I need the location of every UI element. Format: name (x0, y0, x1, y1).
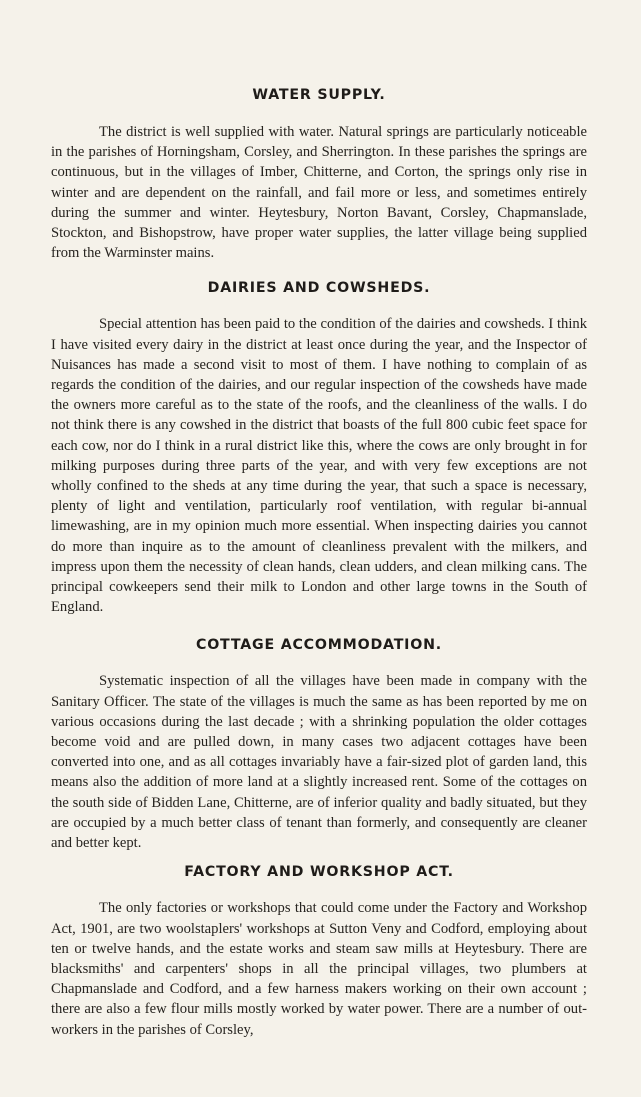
dairies-cowsheds-section (51, 277, 587, 617)
section-heading-dairies-cowsheds: DAIRIES AND COWSHEDS. (207, 280, 431, 297)
water-supply-section (51, 84, 587, 263)
water-supply-paragraph: The district is well supplied with water. Natural springs are particularly noticeable in the parishes of Horningsham, Corsley, and Sherrington. In these parishes the springs are continuous, but in the villages of Imber, Chitterne, and Corton, the springs only rise in winter and are dependent on the rainfall, and fail more or less, and sometimes entirely during the summer and winter. Heytesbury, Norton Bavant, Corsley, Chapmanslade, Stockton, and Bishopstrow, have proper water supplies, the latter village being supplied from the Warminster mains. (51, 124, 587, 262)
section-heading-cottage-accommodation: COTTAGE ACCOMMODATION. (195, 637, 442, 654)
section-heading-water-supply: WATER SUPPLY. (252, 87, 386, 103)
cottage-accommodation-paragraph: Systematic inspection of all the villages have been made in company with the Sanitary Officer. The state of the villages is much the same as has been reported by me on various occasions during the last decade ; with a shrinking population the older cottages become void and are pulled down, in many cases two adjacent cottages have been converted into one, and as all cottages invariably have a fair-sized plot of garden land, this means also the addition of more land at a slightly increased rent. Some of the cottages on the south side of Bidden Lane, Chitterne, are of inferior quality and badly situated, but they are occupied by a much better class of tenant than formerly, and consequently are cleaner and better kept. (51, 673, 587, 852)
factory-workshop-section (51, 861, 587, 1039)
factory-workshop-paragraph: The only factories or workshops that could come under the Factory and Workshop Act, 1901, are two woolstaplers' workshops at Sutton Veny and Codford, employing about ten or twelve hands, and the estate works and steam saw mills at Heytesbury. There are blacksmiths' and carpenters' shops in all the principal villages, two plumbers at Chapmanslade and Codford, and a few harness makers working on their own account ; there are also a few flour mills mostly worked by water power. There are a number of out-workers in the parishes of Corsley, (51, 900, 587, 1038)
dairies-cowsheds-paragraph: Special attention has been paid to the condition of the dairies and cowsheds. I think I have visited every dairy in the district at least once during the year, and the Inspector of Nuisances has made a second visit to most of them. I have nothing to complain of as regards the condition of the dairies, and our regular inspection of the cowsheds have made the owners more careful as to the state of the roofs, and the cleanliness of the walls. I do not think there is any cowshed in the district that boasts of the full 800 cubic feet space for each cow, nor do I think in a rural district like this, where the cows are only brought in for milking purposes during three parts of the year, and with very few exceptions are not wholly confined to the sheds at any time during the year, that such a space is necessary, plenty of light and ventilation, particularly roof ventilation, with regular bi-annual limewashing, are in my opinion much more essential. When inspecting dairies you cannot do more than inquire as to the amount of cleanliness prevalent with the milkers, and impress upon them the necessity of clean hands, clean udders, and clean milking cans. The principal cowkeepers send their milk to London and other large towns in the South of England. (51, 316, 587, 616)
section-heading-factory-workshop-act: FACTORY AND WORKSHOP ACT. (184, 864, 454, 881)
cottage-accommodation-section (51, 634, 587, 853)
